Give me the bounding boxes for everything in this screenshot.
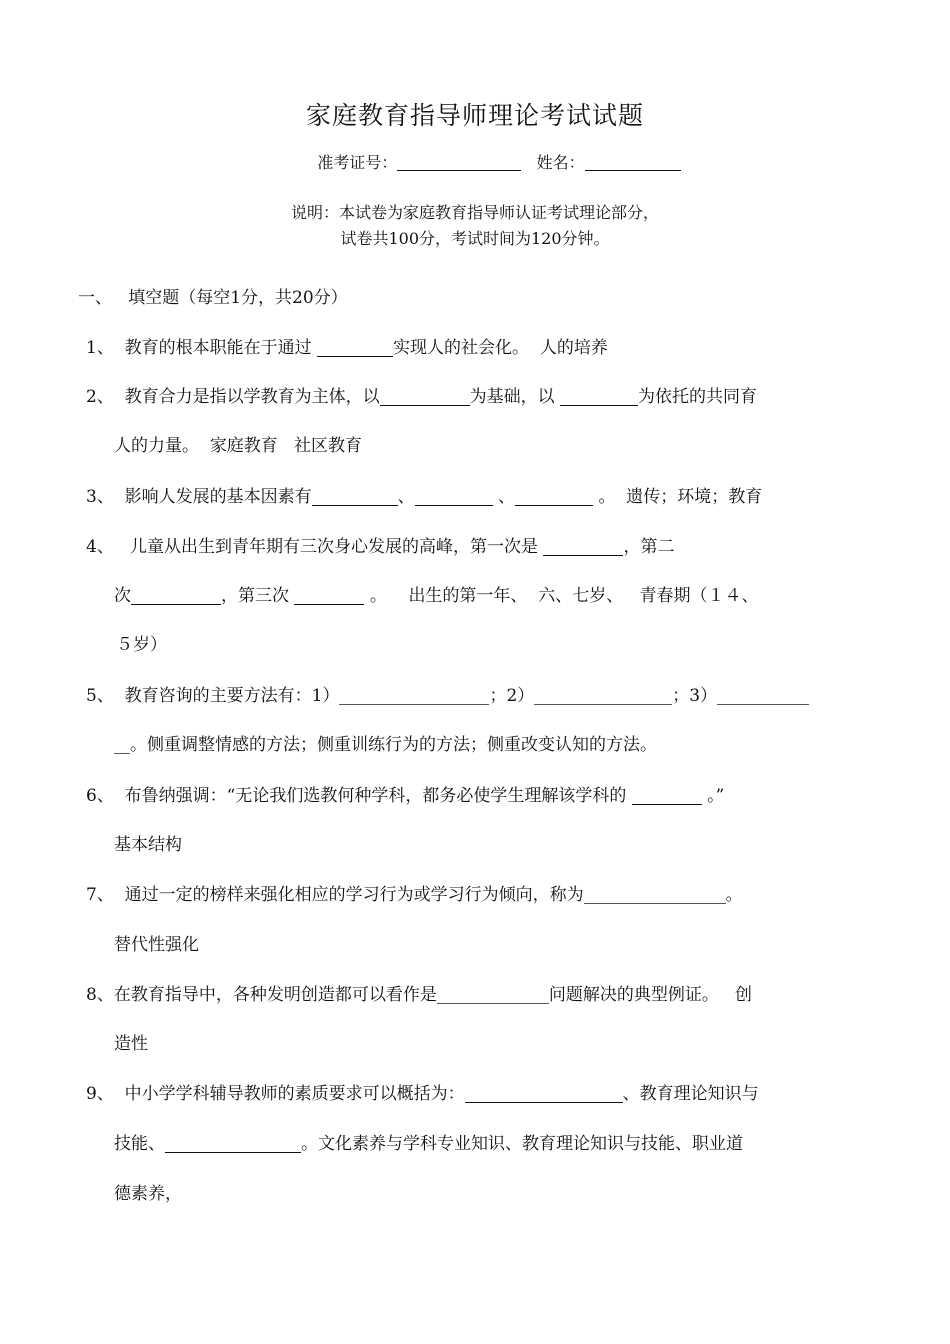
question-number: 9、 xyxy=(86,1084,114,1104)
question-text: 教育的根本职能在于通过 xyxy=(124,338,312,358)
answer-text: 造性 xyxy=(114,1034,148,1054)
name-field[interactable] xyxy=(585,154,681,171)
question-6-answer xyxy=(114,834,182,856)
question-3 xyxy=(86,486,762,508)
question-text: 次 xyxy=(114,586,131,606)
question-text: 。侧重调整情感的方法；侧重训练行为的方法；侧重改变认知的方法。 xyxy=(130,735,657,755)
question-7 xyxy=(86,884,743,906)
question-9-continued xyxy=(114,1133,743,1155)
section-heading xyxy=(78,287,348,309)
question-number: 8、 xyxy=(86,985,114,1005)
question-1 xyxy=(86,337,608,359)
answer-blank[interactable] xyxy=(717,686,809,705)
question-text: 教育咨询的主要方法有：1） xyxy=(124,686,340,706)
question-4-continued xyxy=(114,585,758,607)
question-text: 为基础，以 xyxy=(469,387,555,407)
separator: 。 xyxy=(598,487,616,507)
answer-blank[interactable] xyxy=(114,735,130,754)
question-7-answer xyxy=(114,934,199,956)
question-number: 4、 xyxy=(86,537,114,557)
question-text: 问题解决的典型例证。 xyxy=(548,985,719,1005)
answer-text: 替代性强化 xyxy=(114,935,199,955)
separator: 、 xyxy=(498,487,516,507)
answer-text: 人的培养 xyxy=(539,338,608,358)
question-text: 德素养， xyxy=(114,1184,182,1204)
separator: 。 xyxy=(369,586,387,606)
question-6 xyxy=(86,785,724,807)
question-text: 技能、 xyxy=(114,1134,165,1154)
question-text: 布鲁纳强调：“无论我们选教何种学科，都务必使学生理解该学科的 xyxy=(124,786,627,806)
instructions-line-1: 说明：本试卷为家庭教育指导师认证考试理论部分， xyxy=(290,203,659,222)
question-number: 5、 xyxy=(86,686,114,706)
question-text: 。文化素养与学科专业知识、教育理论知识与技能、职业道 xyxy=(301,1134,743,1154)
question-text: 人的力量。 xyxy=(114,436,199,456)
exam-number-field[interactable] xyxy=(397,154,521,171)
question-text: 实现人的社会化。 xyxy=(393,338,530,358)
separator: 、 xyxy=(397,487,415,507)
answer-blank[interactable] xyxy=(534,686,672,705)
question-8 xyxy=(86,984,752,1006)
answer-text: 创 xyxy=(735,985,753,1005)
question-text: ；2） xyxy=(489,686,535,706)
question-text: 在教育指导中，各种发明创造都可以看作是 xyxy=(113,985,437,1005)
answer-blank[interactable] xyxy=(543,537,623,556)
candidate-info-line xyxy=(0,150,950,173)
question-8-continued xyxy=(114,1033,148,1055)
answer-blank[interactable] xyxy=(312,487,398,506)
question-2 xyxy=(86,386,757,408)
question-number: 3、 xyxy=(86,487,114,507)
question-5 xyxy=(86,685,809,707)
answer-text: 基本结构 xyxy=(114,835,182,855)
question-text: 儿童从出生到青年期有三次身心发展的高峰，第一次是 xyxy=(130,537,539,557)
question-text: 为依托的共同育 xyxy=(638,387,758,407)
answer-text: 遗传；环境；教育 xyxy=(626,487,763,507)
question-number: 2、 xyxy=(86,387,114,407)
question-5-continued xyxy=(114,734,657,756)
question-4 xyxy=(86,536,674,558)
question-text: 。” xyxy=(707,786,725,806)
question-text: ；3） xyxy=(672,686,718,706)
answer-blank[interactable] xyxy=(339,686,489,705)
answer-blank[interactable] xyxy=(415,487,493,506)
question-text: 中小学学科辅导教师的素质要求可以概括为： xyxy=(124,1084,465,1104)
question-text: 、教育理论知识与 xyxy=(622,1084,759,1104)
answer-blank[interactable] xyxy=(380,387,470,406)
answer-blank[interactable] xyxy=(165,1134,301,1153)
question-text: ，第三次 xyxy=(221,586,289,606)
answer-blank[interactable] xyxy=(131,586,221,605)
question-text: 通过一定的榜样来强化相应的学习行为或学习行为倾向，称为 xyxy=(124,885,584,905)
question-text: 影响人发展的基本因素有 xyxy=(124,487,312,507)
question-number: 1、 xyxy=(86,338,114,358)
answer-blank[interactable] xyxy=(515,487,593,506)
answer-blank[interactable] xyxy=(560,387,638,406)
answer-blank[interactable] xyxy=(317,338,393,357)
answer-blank[interactable] xyxy=(437,985,549,1004)
section-title: 填空题（每空1分，共20分） xyxy=(128,288,348,308)
section-number: 一、 xyxy=(78,288,112,308)
answer-text: 家庭教育 xyxy=(209,436,278,456)
answer-blank[interactable] xyxy=(465,1084,623,1103)
answer-text: 出生的第一年、 xyxy=(408,586,528,606)
question-4-continued-2 xyxy=(116,634,167,656)
question-number: 7、 xyxy=(86,885,114,905)
answer-text: ５岁） xyxy=(116,635,167,655)
answer-text: 青春期（１４、 xyxy=(639,586,759,606)
answer-blank[interactable] xyxy=(294,586,364,605)
exam-number-label: 准考证号： xyxy=(317,153,398,172)
question-number: 6、 xyxy=(86,786,114,806)
question-9-continued-2 xyxy=(114,1183,182,1205)
question-text: ，第二 xyxy=(623,537,675,557)
question-9 xyxy=(86,1083,759,1105)
answer-blank[interactable] xyxy=(584,885,726,904)
question-text: 教育合力是指以学教育为主体，以 xyxy=(124,387,380,407)
answer-blank[interactable] xyxy=(632,786,702,805)
question-2-continued xyxy=(114,435,362,457)
exam-title: 家庭教育指导师理论考试试题 xyxy=(305,101,644,130)
answer-text: 社区教育 xyxy=(294,436,363,456)
question-text: 。 xyxy=(725,885,743,905)
name-label: 姓名： xyxy=(536,153,585,172)
answer-text: 六、七岁、 xyxy=(538,586,624,606)
instructions-line-2: 试卷共100分，考试时间为120分钟。 xyxy=(340,229,610,248)
